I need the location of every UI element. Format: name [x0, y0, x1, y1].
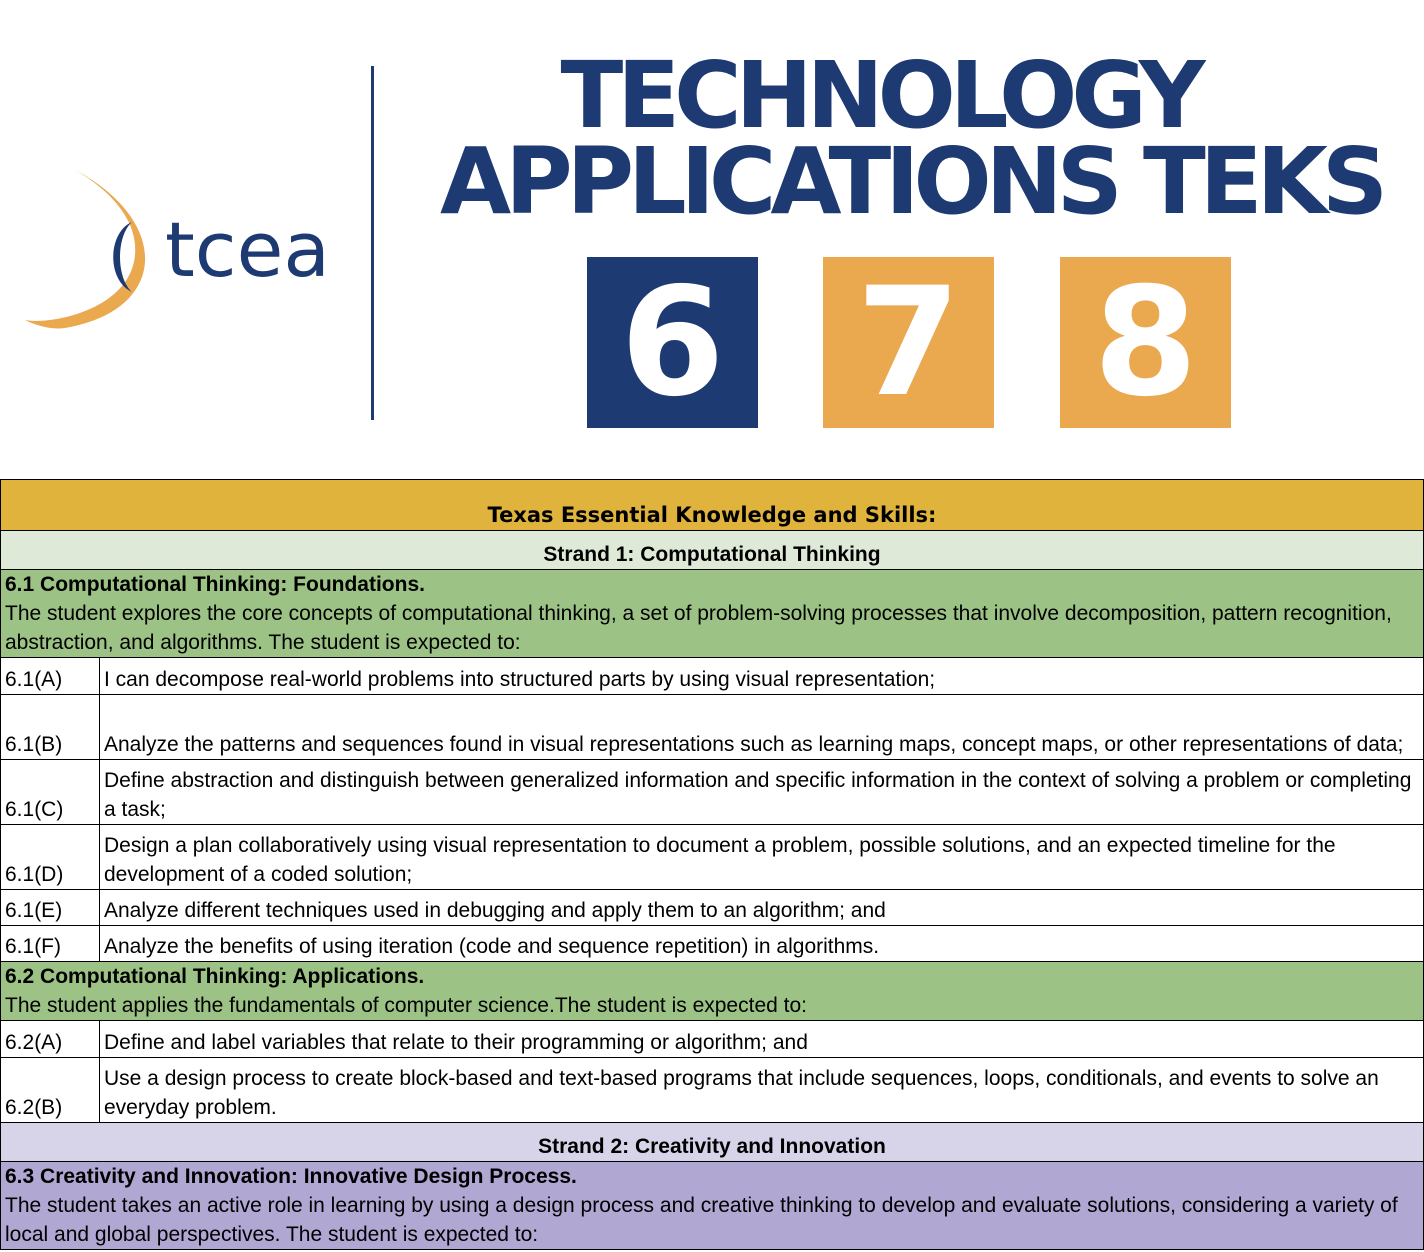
- header-banner: [0, 0, 1424, 478]
- standard-code: 6.1(A): [1, 658, 100, 695]
- table-row: [1, 825, 1424, 890]
- teks-table: [0, 479, 1424, 1250]
- section-6-1: [1, 570, 1424, 658]
- section-row: [1, 570, 1424, 658]
- grade-8-badge: 8: [1060, 257, 1231, 428]
- standard-text: Analyze the patterns and sequences found in visual representations such as learning maps, concept maps, or other representations of data;: [100, 695, 1424, 760]
- vertical-divider: [371, 66, 374, 420]
- standard-text: Analyze different techniques used in debugging and apply them to an algorithm; and: [100, 890, 1424, 926]
- standard-code: 6.1(C): [1, 760, 100, 825]
- grade-7-badge: 7: [823, 257, 994, 428]
- strand-2-title: Strand 2: Creativity and Innovation: [1, 1123, 1424, 1162]
- standard-text: Analyze the benefits of using iteration (code and sequence repetition) in algorithms.: [100, 926, 1424, 962]
- strand-row: [1, 531, 1424, 570]
- logo-wordmark: tcea: [165, 205, 330, 294]
- section-title: 6.3 Creativity and Innovation: Innovative Design Process.: [5, 1165, 577, 1188]
- standard-code: 6.1(D): [1, 825, 100, 890]
- title-line-1: TECHNOLOGY: [560, 42, 1200, 149]
- section-description: The student explores the core concepts of computational thinking, a set of problem-solving processes that involve decomposition, pattern recognition, abstraction, and algorithms. The student is expected to:: [5, 602, 1392, 654]
- standard-text: Design a plan collaboratively using visual representation to document a problem, possible solutions, and an expected timeline for the development of a coded solution;: [100, 825, 1424, 890]
- table-row: [1, 658, 1424, 695]
- table-heading-row: [1, 480, 1424, 531]
- title-line-2: APPLICATIONS TEKS: [440, 128, 1383, 235]
- standard-code: 6.2(A): [1, 1021, 100, 1058]
- table-row: [1, 760, 1424, 825]
- strand-1-title: Strand 1: Computational Thinking: [1, 531, 1424, 570]
- section-title: 6.2 Computational Thinking: Applications.: [5, 965, 425, 988]
- grade-6-badge: 6: [587, 257, 758, 428]
- section-description: The student applies the fundamentals of computer science.The student is expected to:: [5, 994, 807, 1017]
- table-row: [1, 890, 1424, 926]
- section-6-3: [1, 1162, 1424, 1250]
- standard-text: Define abstraction and distinguish between generalized information and specific information in the context of solving a problem or completing a task;: [100, 760, 1424, 825]
- strand-row: [1, 1123, 1424, 1162]
- standard-code: 6.1(E): [1, 890, 100, 926]
- section-description: The student takes an active role in learning by using a design process and creative thinking to develop and evaluate solutions, considering a variety of local and global perspectives. The student is expected to:: [5, 1194, 1398, 1246]
- section-row: [1, 1162, 1424, 1250]
- section-6-2: [1, 962, 1424, 1021]
- orbit-arc-icon: [20, 160, 180, 340]
- standard-code: 6.1(B): [1, 695, 100, 760]
- standard-code: 6.2(B): [1, 1058, 100, 1123]
- table-row: [1, 1058, 1424, 1123]
- standard-code: 6.1(F): [1, 926, 100, 962]
- table-heading: Texas Essential Knowledge and Skills:: [1, 480, 1424, 531]
- section-row: [1, 962, 1424, 1021]
- table-row: [1, 926, 1424, 962]
- standard-text: Define and label variables that relate to their programming or algorithm; and: [100, 1021, 1424, 1058]
- table-row: [1, 1021, 1424, 1058]
- standard-text: I can decompose real-world problems into structured parts by using visual representation;: [100, 658, 1424, 695]
- standard-text: Use a design process to create block-based and text-based programs that include sequences, loops, conditionals, and events to solve an everyday problem.: [100, 1058, 1424, 1123]
- section-title: 6.1 Computational Thinking: Foundations.: [5, 573, 425, 596]
- table-row: [1, 695, 1424, 760]
- tcea-logo: [20, 160, 360, 340]
